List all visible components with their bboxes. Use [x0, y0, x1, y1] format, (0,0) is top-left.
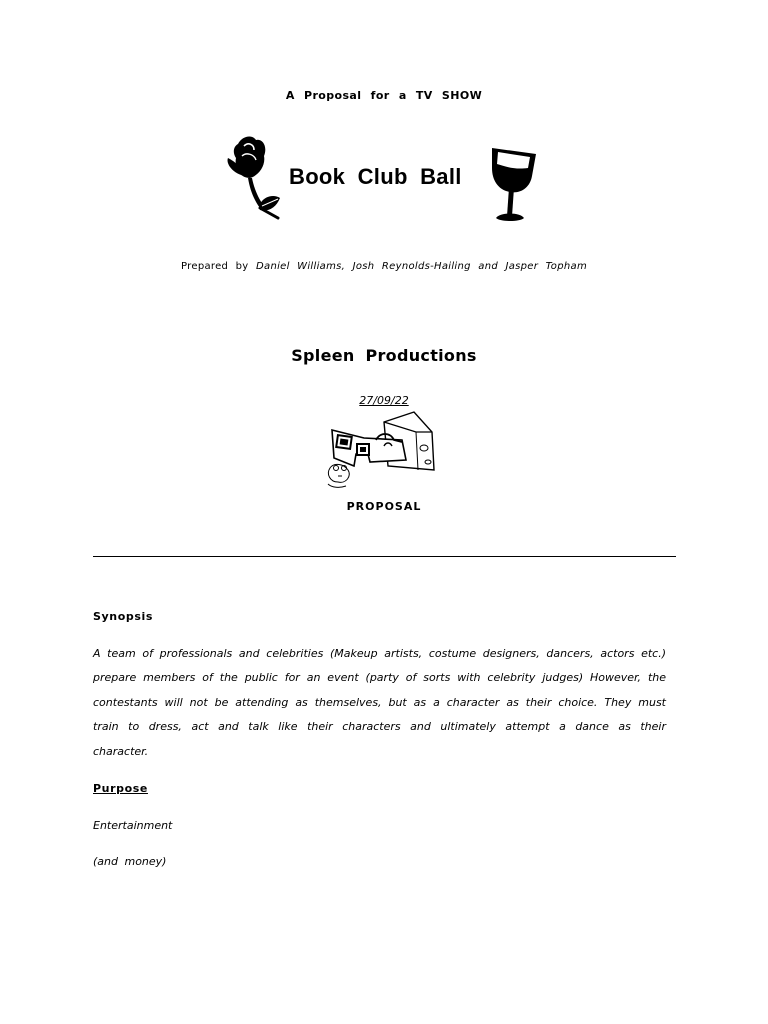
- purpose-heading: Purpose: [93, 782, 148, 795]
- proposal-date: 27/09/22: [359, 394, 409, 407]
- horizontal-divider: [93, 556, 676, 557]
- rose-icon: [222, 132, 282, 220]
- prepared-by-label: Prepared by: [181, 261, 249, 272]
- show-title: Book Club Ball: [289, 164, 462, 189]
- wine-glass-icon: [484, 138, 542, 224]
- synopsis-heading: Synopsis: [93, 610, 154, 623]
- 3d-glasses-and-cheese-logo: [324, 410, 440, 490]
- prepared-by-line: [0, 261, 768, 272]
- purpose-item: Entertainment: [93, 819, 173, 832]
- company-name: Spleen Productions: [291, 346, 477, 365]
- purpose-item: (and money): [93, 855, 167, 868]
- author-names: Daniel Williams, Josh Reynolds-Hailing and Jasper Topham: [256, 261, 587, 272]
- document-type-label: PROPOSAL: [346, 500, 422, 513]
- synopsis-body: A team of professionals and celebrities (Makeup artists, costume designers, dancers, actors etc.) prepare members of the public for an event (party of sorts with celebrity judges) However, the contestants will not be attending as themselves, but as a character as their choice. They must train to dress, act and talk like their characters and ultimately attempt a dance as their character.: [93, 647, 666, 758]
- document-subtitle: A Proposal for a TV SHOW: [285, 89, 483, 102]
